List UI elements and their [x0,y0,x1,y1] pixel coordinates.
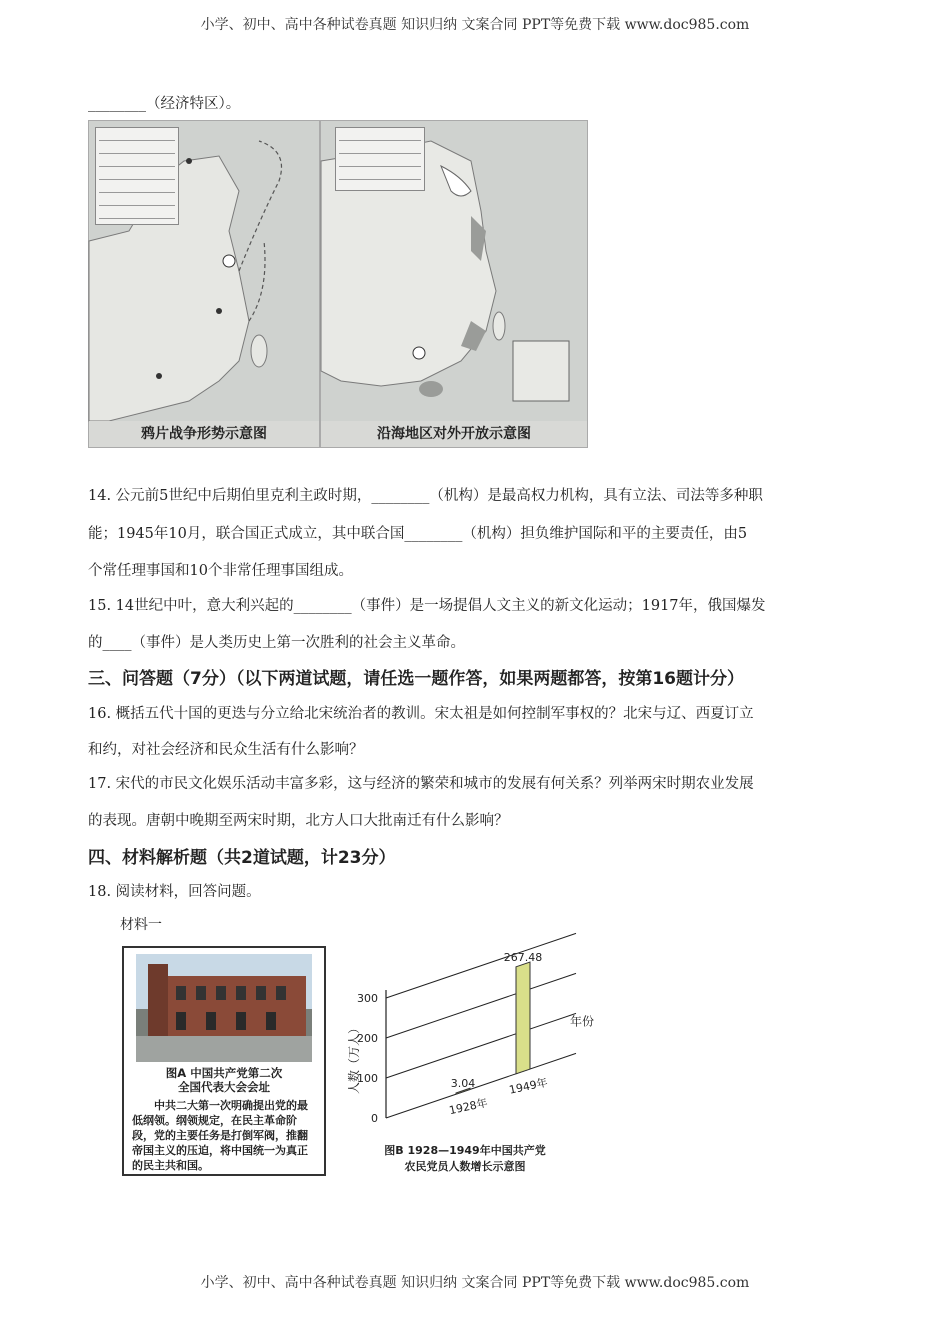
congress-site-photo [136,954,312,1062]
question-line: 的____（事件）是人类历史上第一次胜利的社会主义革命。 [88,635,465,651]
gridline [386,933,576,998]
question-line: 的表现。唐朝中晚期至两宋时期，北方人口大批南迁有什么影响？ [88,813,509,829]
figure-a-text: 中共二大第一次明确提出党的最低纲领。纲领规定，在民主革命阶段，党的主要任务是打倒军阀，推翻帝国主义的压迫，将中国统一为真正的民主共和国。 [132,1099,308,1172]
chart-caption: 农民党员人数增长示意图 [404,1160,526,1173]
question-line: 18. 阅读材料，回答问题。 [88,884,261,900]
gridline [386,1013,576,1078]
chart-caption: 图B 1928—1949年中国共产党 [384,1144,546,1157]
data-label: 267.48 [503,950,543,964]
y-tick-label: 300 [357,992,378,1005]
y-tick-label: 0 [371,1112,378,1125]
fill-blank-line: ________（经济特区）。 [88,96,241,112]
gridline [386,973,576,1038]
map-legend [95,127,179,225]
figure-a [122,946,326,1176]
map-legend [335,127,425,191]
question-line: 14. 公元前5世纪中后期伯里克利主政时期，________（机构）是最高权力机构，具有立法、司法等多种职 [88,488,763,504]
y-tick-label: 200 [357,1032,378,1045]
bar [516,962,530,1074]
material-label: 材料一 [120,917,162,933]
figure-a-title [124,1066,324,1094]
coastal-opening-map [320,120,588,448]
question-line: 能；1945年10月，联合国正式成立，其中联合国________（机构）担负维护国际和平的主要责任，由5 [88,526,748,542]
page-footer: 小学、初中、高中各种试卷真题 知识归纳 文案合同 PPT等免费下载 www.doc985.com [200,1275,750,1291]
question-line: 16. 概括五代十国的更迭与分立给北宋统治者的教训。宋太祖是如何控制军事权的？北宋与辽、西夏订立 [88,706,754,722]
figure-a-title-line: 全国代表大会会址 [178,1080,270,1094]
x-tick-label: 1949年 [507,1075,549,1097]
party-membership-chart [340,940,595,1180]
data-label: 3.04 [450,1076,476,1090]
section-title: 四、材料解析题（共2道试题，计23分） [88,848,396,868]
x-tick-label: 1928年 [447,1096,489,1118]
map-caption: 鸦片战争形势示意图 [89,421,319,447]
y-tick-label: 100 [357,1072,378,1085]
map-caption: 沿海地区对外开放示意图 [321,421,587,447]
y-axis-label: 人数（万人） [347,1021,361,1095]
question-line: 17. 宋代的市民文化娱乐活动丰富多彩，这与经济的繁荣和城市的发展有何关系？列举两宋时期农业发展 [88,776,754,792]
question-line: 15. 14世纪中叶，意大利兴起的________（事件）是一场提倡人文主义的新文化运动；1917年，俄国爆发 [88,598,766,614]
building-photo-graphic [136,954,312,1062]
question-line: 和约，对社会经济和民众生活有什么影响？ [88,742,364,758]
figure-a-title-line: 图A 中国共产党第二次 [165,1066,283,1080]
opium-war-map [88,120,320,448]
question-line: 个常任理事国和10个非常任理事国组成。 [88,563,353,579]
section-title: 三、问答题（7分）（以下两道试题，请任选一题作答，如果两题都答，按第16题计分） [88,669,744,689]
x-axis-label: 年份 [570,1014,595,1029]
page-header: 小学、初中、高中各种试卷真题 知识归纳 文案合同 PPT等免费下载 www.doc985.com [200,17,750,33]
